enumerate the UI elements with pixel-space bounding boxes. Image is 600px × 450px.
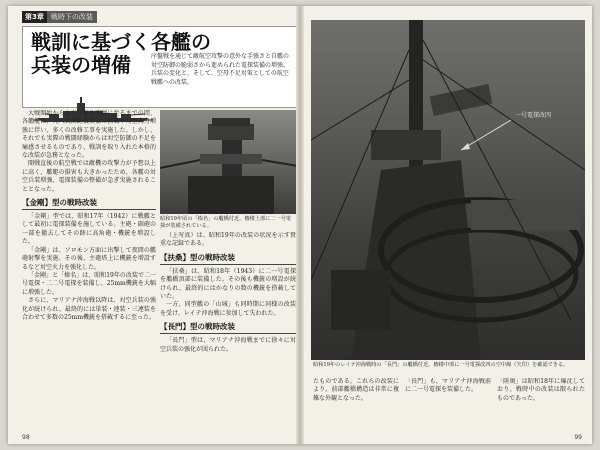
right-text-column [160, 232, 296, 428]
chapter-number: 第3章 [22, 11, 47, 23]
pagoda-mast-icon [311, 20, 585, 360]
photo-haruna-bridge [160, 110, 298, 214]
section-heading-nagato: 【長門】型の戦時改装 [160, 321, 296, 334]
title-line-1: 戦訓に基づく各艦の [31, 30, 211, 54]
right-page-column-3: 「陸奥」は昭和18年に爆沈しており、戦時中の改装は限られたものであった。 [497, 378, 585, 402]
photo-2-label: 一号電探改四 [515, 112, 552, 119]
fuso-paragraph-1: 「扶桑」は、昭和18年（1943）に二一号電探を艦橋頂部に装備した。その後も機銃の増設が続けられ、最終的にはかなりの数の機銃を搭載していた。 [160, 267, 296, 301]
kongo-paragraph-2: 「金剛」は、ソロモン方面に出撃して夜間の艦砲射撃を実施、その後、主砲塔上に機銃を増設するなど対空火力を強化した。 [22, 246, 156, 271]
page-number-right: 99 [574, 434, 582, 441]
nagato-paragraph-1: 「長門」型は、マリアナ沖海戦までに徐々に対空兵装の強化が図られた。 [160, 337, 296, 353]
kongo-continuation: （上写真）は、昭和19年の改装の状況を示す貴重な記録である。 [160, 232, 296, 248]
kongo-paragraph-1: 「金剛」型では、昭和17年（1942）に戦艦として最初に電探装備を施している。主砲・副砲の一部を撤去してその跡に高角砲・機銃を増設した。 [22, 213, 156, 246]
left-page [8, 6, 299, 444]
page-number-left: 98 [22, 434, 30, 441]
title-line-2: 兵装の増備 [31, 53, 131, 77]
chapter-tag [22, 11, 97, 23]
fuso-paragraph-2: 一方、同型艦の「山城」も同時期に同様の改装を受け、レイテ沖海戦に参加して失われた。 [160, 301, 296, 317]
intro-paragraph: 大戦開始から太平洋戦争開戦に至るまでの間、各艦艇は、九八式測距儀装備の搭載や対空火力増強に伴い、多くの改修工事を実施した。しかし、それでも実際の戦闘経験からは対空防御の不足を痛感させるものであり、戦訓を取り入れた本格的な改装が急務となった。 [22, 110, 156, 160]
photo-2-caption: 昭和19年のレイテ沖海戦時の「長門」の艦橋付近。檣楼中部に一号電探改四の空中線（矢印）を確認できる。 [313, 362, 569, 368]
title-box [22, 26, 300, 108]
photo-1-caption: 昭和19年頃の「榛名」の艦橋付近。檣楼上部に二一号電探が装備されている。 [160, 216, 292, 229]
right-page [301, 6, 592, 444]
section-heading-kongo: 【金剛】型の戦時改装 [22, 197, 156, 210]
section-heading-fuso: 【扶桑】型の戦時改装 [160, 252, 296, 265]
left-text-column [22, 110, 156, 428]
kongo-paragraph-3: 「金剛」と「榛名」は、昭和19年の改装で二一号電探・二二号電探を装備し、25mm機銃を大幅に増強した。 [22, 271, 156, 296]
photo-nagato-bridge [311, 20, 585, 360]
chapter-name: 戦時下の改装 [47, 11, 97, 23]
right-page-column-2: 「長門」も、マリアナ沖海戦前に二一号電探を装備した。 [405, 378, 491, 394]
kongo-paragraph-4: さらに、マリアナ沖海戦以降は、対空兵装の強化が続けられ、最終的には単装・連装・三連装を合わせて多数の25mm機銃を搭載するに至った。 [22, 297, 156, 321]
bridge-structure-icon [160, 110, 298, 214]
right-page-column-1: たものである。これらの改装により、前部艦橋構造は非常に複雑な外観となった。 [313, 378, 399, 402]
book-spread [8, 6, 592, 444]
lead-text: 序盤戦を通じて敵航空攻撃の意外な手強さと自艦の対空防御の脆弱さから進められた電探装備の増強、兵装の変化と、そして、空母不足対策としての航空戦艦への改装。 [151, 53, 290, 86]
intro-paragraph-2: 開戦直後の航空戦では敵機の攻撃力が予想以上に高く、艦艇の損害も大きかったため、各艦の対空兵装増強、電探装備の整備が急ぎ実施されることとなった。 [22, 160, 156, 193]
